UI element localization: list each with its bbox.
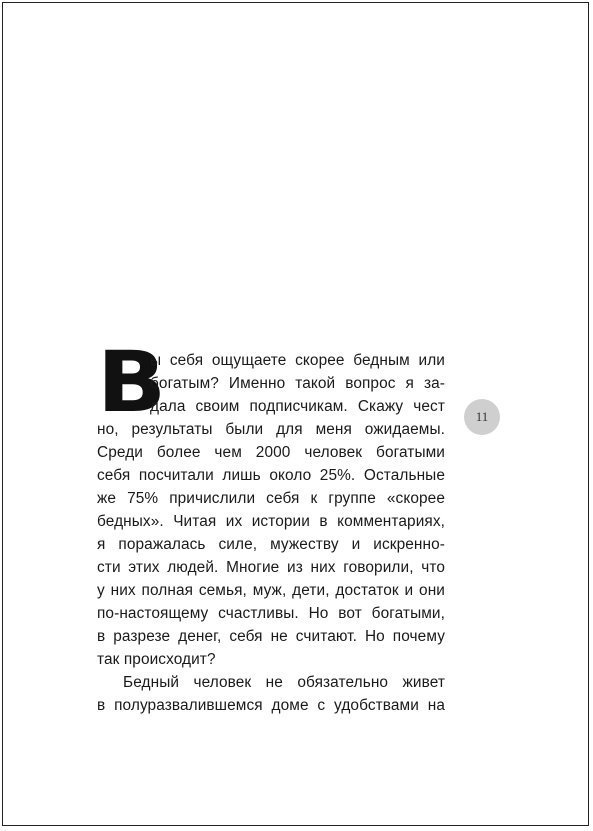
text-line: у них полная семья, муж, дети, достаток и они: [97, 582, 445, 599]
text-line: но, результаты были для меня ожидаемы.: [97, 421, 445, 438]
text-line: дала своим подписчикам. Скажу чест: [150, 398, 445, 415]
book-page: [2, 2, 589, 826]
text-line: так происходит?: [97, 651, 216, 668]
page-number-badge: 11: [464, 399, 500, 435]
text-line: богатым? Именно такой вопрос я за-: [150, 375, 445, 392]
text-line: ы себя ощущаете скорее бедным или: [150, 352, 445, 369]
drop-cap-letter: В: [97, 333, 167, 431]
text-line: же 75% причислили себя к группе «скорее: [97, 490, 445, 507]
text-line: по-настоящему счастливы. Но вот богатыми,: [97, 605, 445, 622]
text-line: сти этих людей. Многие из них говорили, что: [97, 559, 445, 576]
text-line: бедных». Читая их истории в комментариях,: [97, 513, 445, 530]
text-line: в полуразвалившемся доме с удобствами на: [97, 697, 445, 714]
text-line: Среди более чем 2000 человек богатыми: [97, 444, 445, 461]
text-line: я поражалась силе, мужеству и искренно-: [97, 536, 445, 553]
text-line: в разрезе денег, себя не считают. Но почему: [97, 628, 445, 645]
text-line: себя посчитали лишь около 25%. Остальные: [97, 467, 445, 484]
text-line: Бедный человек не обязательно живет: [123, 674, 445, 691]
